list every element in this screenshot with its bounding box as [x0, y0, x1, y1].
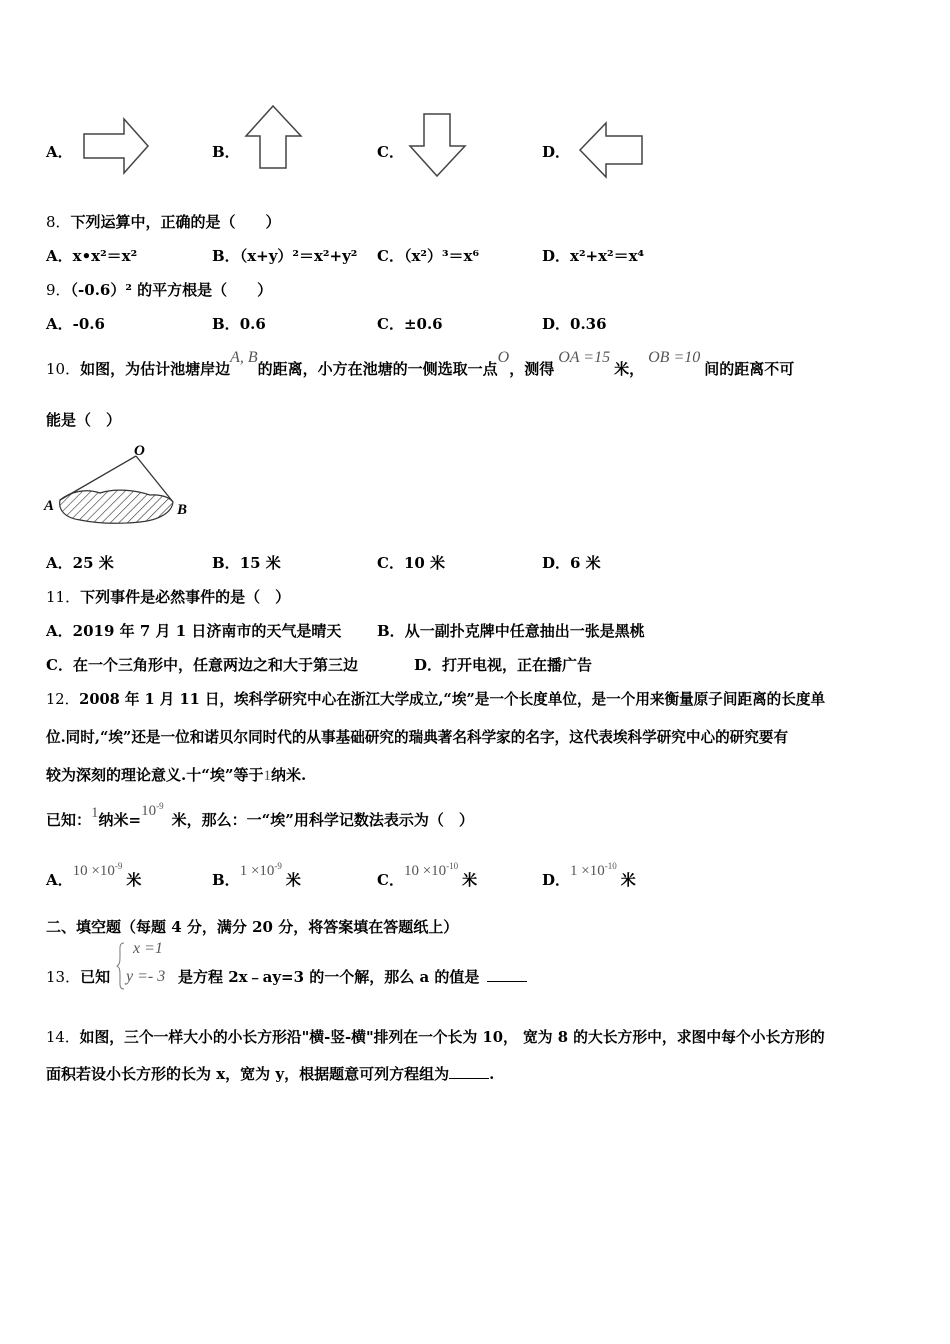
q9-option-c: C．±0.6: [377, 315, 443, 333]
q10-option-c: C．10 米: [377, 554, 446, 572]
arrow-up-icon: [244, 104, 304, 170]
q13-answer-blank[interactable]: [487, 981, 527, 982]
q13-eq1: x =1: [133, 940, 163, 957]
q9-option-b: B．0.6: [212, 315, 266, 333]
q14-answer-blank[interactable]: [449, 1078, 489, 1079]
q12-stem-line4: 已知：1纳米$=10^{-9}$米，那么：一“埃”用科学记数法表示为（ ）: [46, 801, 474, 829]
q9-stem: 9．（-0.6）² 的平方根是（ ）: [46, 281, 273, 299]
q12-option-c: C．$10 \times 10^{-10}$米: [377, 861, 478, 889]
q10-option-a: A．25 米: [46, 554, 114, 572]
q12-stem-line2: 位.同时,“埃”还是一位和诺贝尔同时代的从事基础研究的瑞典著名科学家的名字，这代表埃科学研究中心的研究要有: [46, 729, 789, 746]
q10-stem-line2: 能是（ ）: [46, 411, 122, 429]
q9-option-d: D．0.36: [542, 315, 607, 333]
q11-option-a: A．2019 年 7 月 1 日济南市的天气是晴天: [46, 622, 342, 640]
brace-icon: [116, 942, 126, 990]
q7-option-d-label: D．: [542, 143, 571, 161]
point-b-label: B: [177, 502, 188, 518]
arrow-down-icon: [408, 112, 468, 178]
q7-option-b-label: B．: [212, 143, 240, 161]
q7-option-a-label: A．: [46, 143, 73, 161]
q12-option-b: B．$1 \times 10^{-9}$米: [212, 861, 301, 889]
q8-option-a: A．x•x²＝x²: [46, 247, 138, 265]
q10-stem-line1: 10．如图，为估计池塘岸边A, B的距离，小方在池塘的一侧选取一点O，测得OA =15米，OB =10间的距离不可: [46, 349, 795, 378]
q14-stem-line1: 14．如图，三个一样大小的小长方形沿"横-竖-横"排列在一个长为 10， 宽为 8 的大长方形中，求图中每个小长方形的: [46, 1029, 825, 1046]
q12-option-a: A．$10 \times 10^{-9}$米: [46, 861, 142, 889]
q13-eq2: y =- 3: [126, 968, 166, 985]
point-o-label: O: [134, 443, 145, 459]
q10-option-b: B．15 米: [212, 554, 281, 572]
point-a-label: A: [44, 498, 55, 514]
q13-stem: 13．已知: [46, 968, 111, 986]
q8-option-c: C．（x²）³＝x⁶: [377, 247, 480, 265]
q9-option-a: A．-0.6: [46, 315, 105, 333]
q11-option-b: B．从一副扑克牌中任意抽出一张是黑桃: [377, 622, 645, 640]
q12-stem-line1: 12．2008 年 1 月 11 日，埃科学研究中心在浙江大学成立,“埃”是一个长度单位，是一个用来衡量原子间距离的长度单: [46, 691, 826, 708]
q7-option-c-label: C．: [377, 143, 404, 161]
arrow-right-icon: [82, 117, 150, 175]
q8-option-d: D．x²+x²＝x⁴: [542, 247, 645, 265]
section-2-title: 二、填空题（每题 4 分，满分 20 分，将答案填在答题纸上）: [46, 918, 459, 936]
q11-option-c: C．在一个三角形中，任意两边之和大于第三边: [46, 656, 358, 674]
q8-option-b: B．（x+y）²＝x²+y²: [212, 247, 358, 265]
q12-stem-line3: 较为深刻的理论意义.十“埃”等于1纳米.: [46, 766, 307, 784]
q13-stem-rest: 是方程 2x﹣ay=3 的一个解，那么 a 的值是: [178, 966, 527, 987]
arrow-left-icon: [578, 121, 646, 179]
q14-stem-line2: 面积若设小长方形的长为 x，宽为 y，根据题意可列方程组为 .: [46, 1065, 495, 1083]
q11-option-d: D．打开电视，正在播广告: [414, 656, 593, 674]
q10-option-d: D．6 米: [542, 554, 601, 572]
q8-stem: 8．下列运算中，正确的是（ ）: [46, 213, 281, 231]
pond-figure: [40, 440, 200, 525]
q11-stem: 11．下列事件是必然事件的是（ ）: [46, 588, 291, 606]
q12-option-d: D．$1 \times 10^{-10}$米: [542, 861, 636, 889]
